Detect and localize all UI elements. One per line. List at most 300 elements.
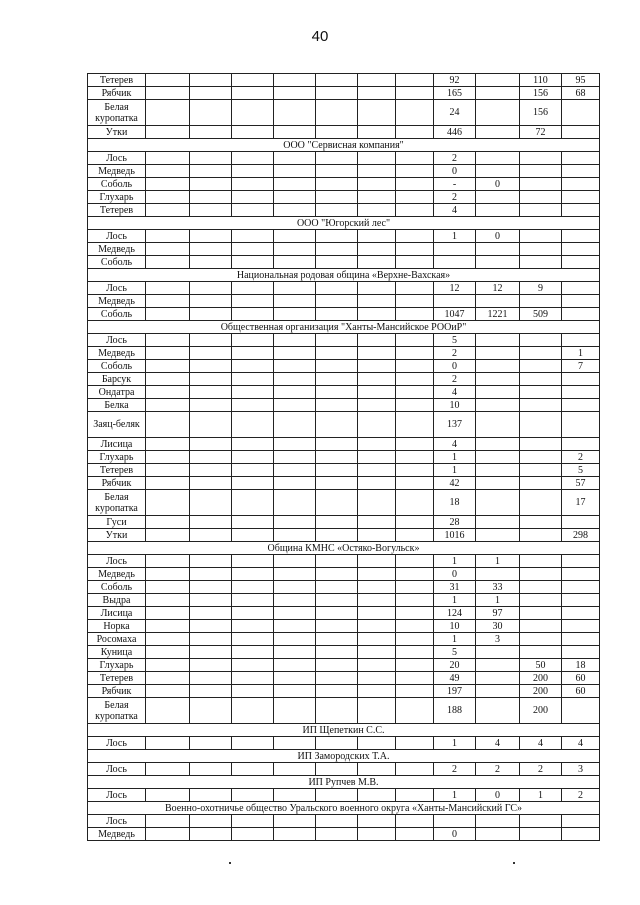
table-cell <box>316 412 358 438</box>
table-cell: 3 <box>476 633 520 646</box>
table-cell <box>190 165 232 178</box>
table-cell: 137 <box>434 412 476 438</box>
section-title: ИП Щепеткин С.С. <box>88 724 600 737</box>
table-cell: 156 <box>520 87 562 100</box>
table-cell <box>232 204 274 217</box>
table-cell <box>520 438 562 451</box>
table-cell: 1 <box>476 555 520 568</box>
table-cell <box>232 529 274 542</box>
table-cell <box>232 581 274 594</box>
table-cell: 188 <box>434 698 476 724</box>
table-cell <box>190 516 232 529</box>
table-cell <box>146 464 190 477</box>
table-cell <box>232 295 274 308</box>
table-cell <box>274 347 316 360</box>
table-cell <box>274 828 316 841</box>
table-cell <box>316 581 358 594</box>
table-cell <box>146 516 190 529</box>
table-cell <box>358 594 396 607</box>
table-cell <box>190 555 232 568</box>
table-cell <box>476 490 520 516</box>
table-row <box>88 594 600 607</box>
table-cell <box>358 464 396 477</box>
table-cell <box>146 256 190 269</box>
table-cell <box>146 230 190 243</box>
species-name: Медведь <box>88 243 146 256</box>
table-cell <box>396 126 434 139</box>
table-cell <box>358 490 396 516</box>
species-name: Соболь <box>88 256 146 269</box>
table-cell <box>476 438 520 451</box>
table-row <box>88 672 600 685</box>
table-cell: 1 <box>434 555 476 568</box>
table-cell <box>520 490 562 516</box>
table-cell <box>476 698 520 724</box>
table-cell <box>476 386 520 399</box>
section-title: ООО "Югорский лес" <box>88 217 600 230</box>
table-cell <box>316 633 358 646</box>
table-cell <box>396 87 434 100</box>
table-cell <box>146 451 190 464</box>
table-cell <box>358 451 396 464</box>
table-cell <box>476 451 520 464</box>
table-cell <box>274 685 316 698</box>
table-cell <box>520 607 562 620</box>
table-cell: 2 <box>562 789 600 802</box>
table-cell <box>190 334 232 347</box>
section-header-row <box>88 139 600 152</box>
table-cell <box>232 464 274 477</box>
section-header-row <box>88 321 600 334</box>
table-cell <box>146 243 190 256</box>
table-cell <box>562 230 600 243</box>
table-cell <box>520 620 562 633</box>
table-cell <box>358 672 396 685</box>
table-cell <box>232 230 274 243</box>
table-cell <box>232 308 274 321</box>
table-cell <box>274 789 316 802</box>
table-cell: 92 <box>434 74 476 87</box>
table-cell: 5 <box>434 334 476 347</box>
table-cell: 2 <box>434 763 476 776</box>
table-cell <box>146 152 190 165</box>
table-cell <box>476 464 520 477</box>
table-cell <box>190 191 232 204</box>
table-cell <box>562 243 600 256</box>
species-name: Норка <box>88 620 146 633</box>
table-cell <box>190 204 232 217</box>
species-name: Глухарь <box>88 451 146 464</box>
table-cell <box>562 620 600 633</box>
table-cell <box>520 815 562 828</box>
table-cell <box>358 386 396 399</box>
species-name: Лисица <box>88 607 146 620</box>
table-cell: 57 <box>562 477 600 490</box>
table-cell <box>274 490 316 516</box>
table-cell <box>274 243 316 256</box>
table-cell <box>358 438 396 451</box>
table-cell <box>562 282 600 295</box>
table-cell <box>232 568 274 581</box>
table-cell: 509 <box>520 308 562 321</box>
table-row <box>88 126 600 139</box>
table-cell: 10 <box>434 399 476 412</box>
table-cell <box>274 308 316 321</box>
table-cell: 24 <box>434 100 476 126</box>
table-cell <box>316 672 358 685</box>
table-cell: 4 <box>434 438 476 451</box>
section-header-row <box>88 750 600 763</box>
table-cell <box>232 282 274 295</box>
table-cell <box>190 178 232 191</box>
table-cell <box>476 815 520 828</box>
table-cell <box>190 282 232 295</box>
table-cell <box>358 659 396 672</box>
table-cell <box>520 178 562 191</box>
table-cell <box>274 74 316 87</box>
table-cell <box>190 815 232 828</box>
table-cell <box>396 308 434 321</box>
table-cell <box>520 633 562 646</box>
table-cell <box>274 165 316 178</box>
table-cell <box>396 490 434 516</box>
table-cell <box>358 126 396 139</box>
table-cell <box>274 191 316 204</box>
table-cell <box>476 412 520 438</box>
table-cell <box>476 204 520 217</box>
table-cell <box>146 373 190 386</box>
table-cell <box>232 646 274 659</box>
table-cell: 68 <box>562 87 600 100</box>
table-cell <box>274 633 316 646</box>
table-cell <box>232 828 274 841</box>
table-row <box>88 828 600 841</box>
table-cell <box>190 295 232 308</box>
table-cell <box>520 386 562 399</box>
table-cell <box>232 256 274 269</box>
table-cell <box>232 633 274 646</box>
species-name: Медведь <box>88 568 146 581</box>
table-cell <box>476 659 520 672</box>
table-cell: 18 <box>434 490 476 516</box>
species-name: Соболь <box>88 360 146 373</box>
table-cell <box>396 594 434 607</box>
table-cell <box>146 737 190 750</box>
table-cell <box>396 581 434 594</box>
table-cell <box>274 100 316 126</box>
table-cell <box>476 516 520 529</box>
table-cell <box>520 295 562 308</box>
table-cell <box>316 347 358 360</box>
table-cell <box>232 451 274 464</box>
table-cell <box>520 334 562 347</box>
species-name: Рябчик <box>88 685 146 698</box>
species-name: Тетерев <box>88 74 146 87</box>
table-cell <box>316 828 358 841</box>
table-cell <box>190 789 232 802</box>
table-cell <box>232 191 274 204</box>
table-cell <box>316 620 358 633</box>
table-cell <box>396 685 434 698</box>
table-cell <box>232 438 274 451</box>
table-cell <box>190 360 232 373</box>
table-cell <box>274 204 316 217</box>
table-cell <box>520 360 562 373</box>
table-cell <box>396 295 434 308</box>
table-cell: 33 <box>476 581 520 594</box>
table-row <box>88 464 600 477</box>
table-cell <box>562 152 600 165</box>
table-cell <box>190 399 232 412</box>
table-cell <box>476 100 520 126</box>
table-cell <box>146 399 190 412</box>
section-title: Национальная родовая община «Верхне-Вахская» <box>88 269 600 282</box>
table-row <box>88 399 600 412</box>
table-cell <box>358 282 396 295</box>
species-name: Лось <box>88 334 146 347</box>
table-cell <box>316 204 358 217</box>
table-cell <box>562 555 600 568</box>
table-cell <box>434 295 476 308</box>
table-cell <box>358 295 396 308</box>
table-cell <box>190 243 232 256</box>
table-cell <box>476 152 520 165</box>
table-cell: 156 <box>520 100 562 126</box>
table-cell <box>316 87 358 100</box>
table-cell <box>232 477 274 490</box>
table-cell <box>434 815 476 828</box>
species-name: Куница <box>88 646 146 659</box>
species-name: Ондатра <box>88 386 146 399</box>
table-cell <box>358 607 396 620</box>
table-cell <box>396 659 434 672</box>
table-cell <box>396 334 434 347</box>
table-cell <box>274 607 316 620</box>
table-cell <box>396 191 434 204</box>
hunting-resources-table <box>87 73 600 841</box>
table-cell <box>358 620 396 633</box>
table-cell <box>232 100 274 126</box>
table-cell <box>274 477 316 490</box>
table-cell <box>232 334 274 347</box>
table-cell <box>562 386 600 399</box>
species-name: Лисица <box>88 438 146 451</box>
table-row <box>88 74 600 87</box>
table-cell <box>476 256 520 269</box>
table-cell <box>396 360 434 373</box>
table-cell <box>562 516 600 529</box>
species-name: Лось <box>88 282 146 295</box>
table-cell: 1 <box>434 451 476 464</box>
table-cell <box>358 152 396 165</box>
table-cell <box>434 243 476 256</box>
table-cell: 2 <box>562 451 600 464</box>
table-row <box>88 568 600 581</box>
table-cell: 110 <box>520 74 562 87</box>
table-cell: 4 <box>434 386 476 399</box>
table-cell <box>146 672 190 685</box>
table-cell <box>190 308 232 321</box>
table-cell <box>274 412 316 438</box>
table-cell <box>316 373 358 386</box>
species-name: Белка <box>88 399 146 412</box>
table-cell <box>358 555 396 568</box>
table-cell <box>396 412 434 438</box>
table-cell: 0 <box>434 360 476 373</box>
table-cell <box>358 568 396 581</box>
table-cell: 1016 <box>434 529 476 542</box>
table-cell <box>190 230 232 243</box>
table-cell <box>396 529 434 542</box>
table-cell: 2 <box>476 763 520 776</box>
table-cell <box>358 87 396 100</box>
table-cell <box>274 373 316 386</box>
table-row <box>88 581 600 594</box>
table-cell <box>396 399 434 412</box>
table-cell <box>190 386 232 399</box>
table-cell: 5 <box>434 646 476 659</box>
table-cell: 1 <box>434 737 476 750</box>
table-cell <box>190 87 232 100</box>
table-cell <box>476 347 520 360</box>
table-cell <box>396 737 434 750</box>
table-cell <box>232 373 274 386</box>
table-cell <box>476 165 520 178</box>
table-row <box>88 100 600 126</box>
table-cell <box>316 685 358 698</box>
table-cell <box>562 334 600 347</box>
table-cell <box>476 568 520 581</box>
table-cell <box>358 360 396 373</box>
table-cell <box>232 152 274 165</box>
table-cell: 3 <box>562 763 600 776</box>
table-cell <box>358 178 396 191</box>
table-cell <box>146 594 190 607</box>
table-cell <box>190 672 232 685</box>
table-cell <box>358 373 396 386</box>
table-cell <box>316 789 358 802</box>
table-cell <box>316 282 358 295</box>
table-cell <box>562 126 600 139</box>
table-cell <box>476 360 520 373</box>
table-cell: 2 <box>434 373 476 386</box>
table-cell <box>232 126 274 139</box>
table-cell <box>232 87 274 100</box>
table-cell <box>190 477 232 490</box>
table-cell: 1 <box>434 594 476 607</box>
scan-dot <box>513 862 515 864</box>
table-cell <box>476 334 520 347</box>
table-cell <box>358 347 396 360</box>
table-cell <box>232 789 274 802</box>
table-cell <box>562 594 600 607</box>
table-cell: 200 <box>520 685 562 698</box>
table-cell <box>316 529 358 542</box>
table-cell <box>520 191 562 204</box>
table-cell <box>396 74 434 87</box>
table-cell: 1 <box>562 347 600 360</box>
table-cell: 1 <box>434 230 476 243</box>
table-cell <box>274 529 316 542</box>
table-cell <box>562 373 600 386</box>
table-cell: 1 <box>520 789 562 802</box>
species-name: Соболь <box>88 308 146 321</box>
table-row <box>88 243 600 256</box>
table-cell <box>190 685 232 698</box>
table-cell: 1 <box>434 464 476 477</box>
table-cell <box>146 100 190 126</box>
table-cell <box>396 204 434 217</box>
table-cell: 2 <box>434 347 476 360</box>
table-cell <box>274 581 316 594</box>
species-name: Лось <box>88 555 146 568</box>
table-cell <box>358 828 396 841</box>
table-cell <box>562 607 600 620</box>
table-cell <box>396 178 434 191</box>
table-cell <box>396 386 434 399</box>
table-cell <box>316 178 358 191</box>
table-row <box>88 191 600 204</box>
table-cell <box>316 659 358 672</box>
table-cell: 95 <box>562 74 600 87</box>
table-cell <box>476 74 520 87</box>
table-cell <box>358 308 396 321</box>
table-cell <box>190 698 232 724</box>
table-cell <box>274 594 316 607</box>
table-cell <box>190 464 232 477</box>
table-cell <box>190 152 232 165</box>
table-row <box>88 607 600 620</box>
table-cell <box>476 685 520 698</box>
table-cell <box>520 529 562 542</box>
table-cell <box>316 490 358 516</box>
table-cell: 4 <box>520 737 562 750</box>
table-cell: 72 <box>520 126 562 139</box>
table-cell <box>232 490 274 516</box>
table-cell <box>562 100 600 126</box>
table-cell <box>396 243 434 256</box>
table-row <box>88 87 600 100</box>
table-cell <box>520 568 562 581</box>
table-cell <box>146 685 190 698</box>
table-cell <box>274 464 316 477</box>
table-cell <box>476 373 520 386</box>
section-header-row <box>88 217 600 230</box>
table-cell <box>274 659 316 672</box>
table-cell <box>232 516 274 529</box>
species-name: Глухарь <box>88 659 146 672</box>
table-cell <box>520 230 562 243</box>
table-cell <box>274 672 316 685</box>
table-cell <box>146 815 190 828</box>
table-cell <box>520 412 562 438</box>
table-cell <box>396 763 434 776</box>
table-cell <box>358 646 396 659</box>
table-cell <box>562 256 600 269</box>
table-cell <box>232 178 274 191</box>
species-name: Лось <box>88 789 146 802</box>
table-cell: 12 <box>434 282 476 295</box>
table-cell: 50 <box>520 659 562 672</box>
species-name: Белая куропатка <box>88 100 146 126</box>
table-cell <box>274 282 316 295</box>
table-cell <box>146 438 190 451</box>
table-cell <box>396 230 434 243</box>
table-cell <box>358 399 396 412</box>
table-cell <box>274 516 316 529</box>
table-cell <box>316 568 358 581</box>
table-cell <box>520 243 562 256</box>
